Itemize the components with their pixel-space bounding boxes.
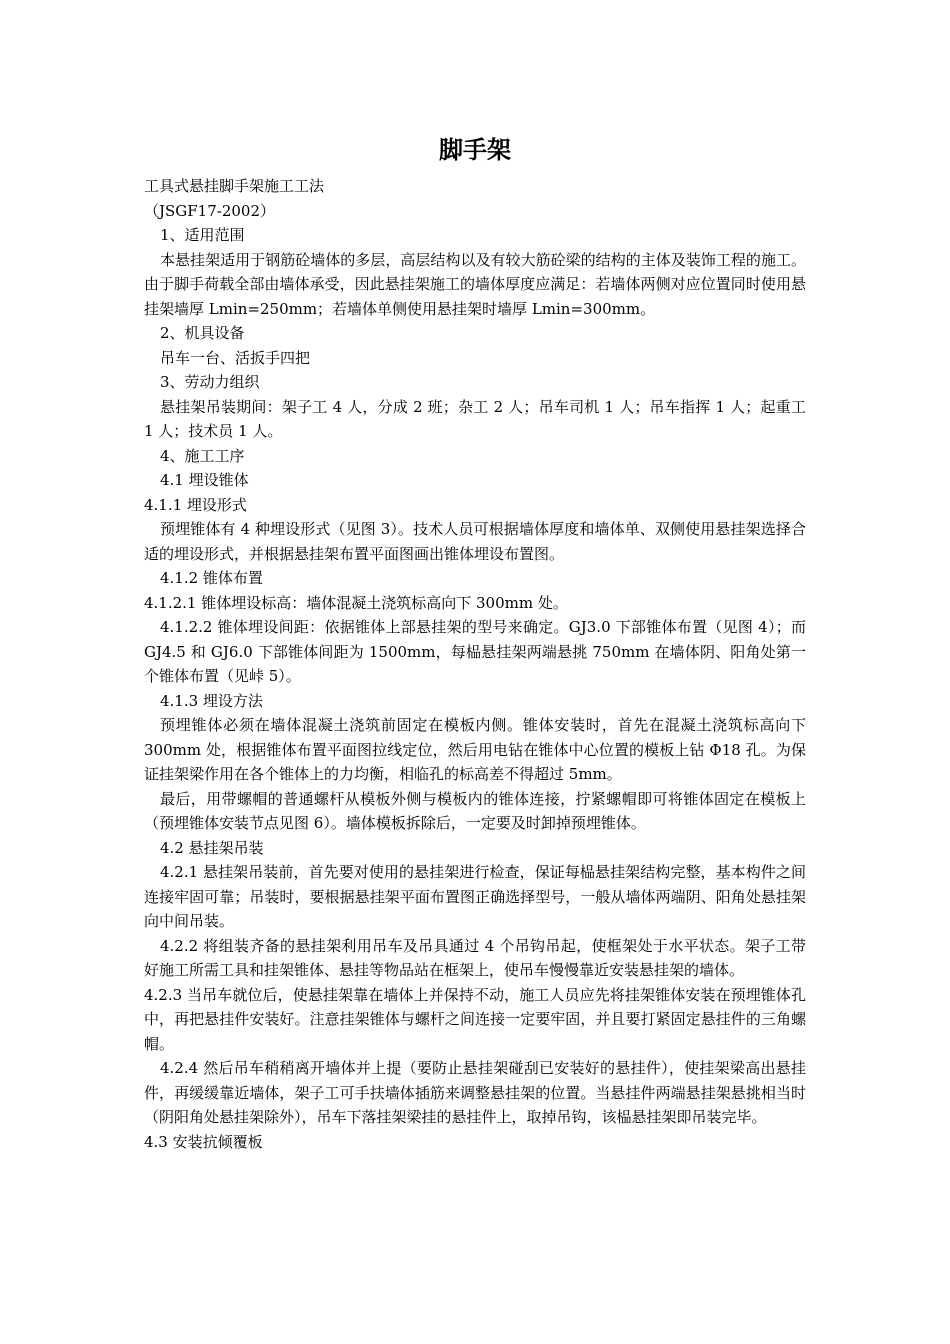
paragraph: 4.2.4 然后吊车稍稍离开墙体并上提（要防止悬挂架碰刮已安装好的悬挂件），使挂架梁高出悬挂件，再缓缓靠近墙体，架子工可手扶墙体插筋来调整悬挂架的位置。当悬挂件两端悬挂架悬挑相当时（阴阳角处悬挂架除外），吊车下落挂架梁挂的悬挂件上，取掉吊钩，该榀悬挂架即吊装完毕。 xyxy=(144,1059,806,1126)
paragraph: 4.1.2.2 锥体埋设间距：依据锥体上部悬挂架的型号来确定。GJ3.0 下部锥体布置（见图 4）；而 GJ4.5 和 GJ6.0 下部锥体间距为 1500mm，每榀悬挂架两端悬挑 750mm 在墙体阴、阳角处第一个锥体布置（见峠 5）。 xyxy=(144,618,806,685)
document-page xyxy=(144,128,806,1154)
paragraph: 4.1 埋设锥体 xyxy=(160,471,249,489)
paragraph: 3、劳动力组织 xyxy=(160,373,260,391)
paragraph: 2、机具设备 xyxy=(160,324,245,342)
paragraph: 预埋锥体必须在墙体混凝土浇筑前固定在模板内侧。锥体安装时，首先在混凝土浇筑标高向下 300mm 处，根据锥体布置平面图拉线定位，然后用电钻在锥体中心位置的模板上钻 Φ18 孔。为保证挂架梁作用在各个锥体上的力均衡，相临孔的标高差不得超过 5mm。 xyxy=(144,716,806,783)
paragraph: 工具式悬挂脚手架施工工法 xyxy=(144,177,325,195)
paragraph: 4.2.2 将组装齐备的悬挂架利用吊车及吊具通过 4 个吊钩吊起，使框架处于水平状态。架子工带好施工所需工具和挂架锥体、悬挂等物品站在框架上，使吊车慢慢靠近安装悬挂架的墙体。 xyxy=(144,936,806,979)
paragraph: 最后，用带螺帽的普通螺杆从模板外侧与模板内的锥体连接，拧紧螺帽即可将锥体固定在模板上（预埋锥体安装节点见图 6）。墙体模板拆除后，一定要及时卸掉预埋锥体。 xyxy=(144,789,806,832)
paragraph: 4、施工工序 xyxy=(160,446,245,465)
paragraph: 4.2.3 当吊车就位后，使悬挂架靠在墙体上并保持不动，施工人员应先将挂架锥体安装在预埋锥体孔中，再把悬挂件安装好。注意挂架锥体与螺杆之间连接一定要牢固，并且要打紧固定悬挂件的三角螺帽。 xyxy=(144,985,806,1053)
paragraph: 本悬挂架适用于钢筋砼墙体的多层，高层结构以及有较大筋砼梁的结构的主体及装饰工程的施工。由于脚手荷载全部由墙体承受，因此悬挂架施工的墙体厚度应满足：若墙体两侧对应位置同时使用悬挂架墙厚 Lmin=250mm；若墙体单侧使用悬挂架时墙厚 Lmin=300mm。 xyxy=(144,250,806,318)
document-body xyxy=(144,174,806,1154)
paragraph: 4.2.1 悬挂架吊装前，首先要对使用的悬挂架进行检查，保证每榀悬挂架结构完整，基本构件之间连接牢固可靠；吊装时，要根据悬挂架平面布置图正确选择型号，一般从墙体两端阴、阳角处悬挂架向中间吊装。 xyxy=(144,863,806,930)
paragraph: （JSGF17-2002） xyxy=(144,201,276,220)
paragraph: 4.2 悬挂架吊装 xyxy=(160,838,264,857)
paragraph: 4.1.2 锥体布置 xyxy=(160,569,263,587)
paragraph: 4.1.3 埋设方法 xyxy=(160,691,263,710)
paragraph: 4.3 安装抗倾覆板 xyxy=(144,1132,263,1151)
paragraph: 4.1.1 埋设形式 xyxy=(144,495,247,514)
paragraph: 吊车一台、活扳手四把 xyxy=(160,348,311,367)
paragraph: 1、适用范围 xyxy=(160,226,245,244)
document-title: 脚手架 xyxy=(439,136,511,164)
paragraph: 4.1.2.1 锥体埋设标高：墙体混凝土浇筑标高向下 300mm 处。 xyxy=(144,593,568,612)
paragraph: 预埋锥体有 4 种埋设形式（见图 3）。技术人员可根据墙体厚度和墙体单、双侧使用悬挂架选择合适的埋设形式，并根据悬挂架布置平面图画出锥体埋设布置图。 xyxy=(144,520,806,563)
paragraph: 悬挂架吊装期间：架子工 4 人，分成 2 班；杂工 2 人；吊车司机 1 人；吊车指挥 1 人；起重工 1 人；技术员 1 人。 xyxy=(144,397,806,440)
